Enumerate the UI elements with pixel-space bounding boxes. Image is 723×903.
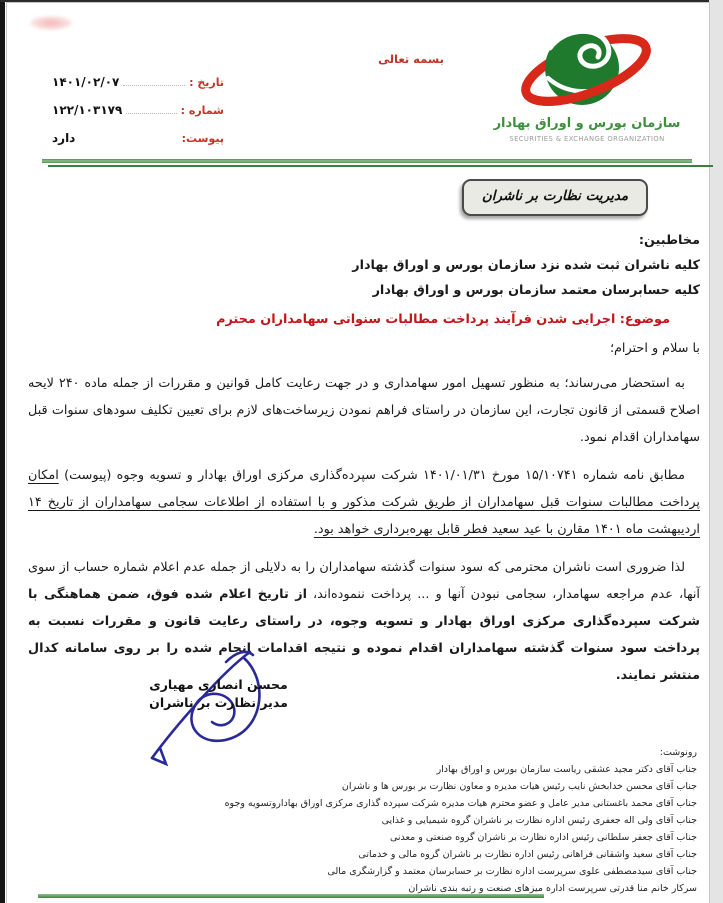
ink-smudge <box>30 16 72 30</box>
signatory-title: مدیر نظارت بر ناشران <box>149 695 288 710</box>
header-rule-thick <box>42 159 692 163</box>
letter-body <box>28 228 700 689</box>
cc-item: جناب آقای محمد باغستانی مدیر عامل و عضو محترم هیات مدیره شرکت سپرده گذاری مرکزی اوراق بهاداروتسویه وجوه <box>224 798 697 809</box>
attachment-row <box>52 127 224 145</box>
attachment-value: دارد <box>52 131 76 145</box>
date-row <box>52 71 224 89</box>
paragraph-2-underlined: امکان پرداخت مطالبات سنوات قبل سهامداران از طریق شرکت مذکور و با استفاده از اطلاعات سجامی سهامداران از تاریخ ۱۴ اردیبهشت ماه ۱۴۰۱ مقارن با عید سعید فطر قابل بهره‌برداری خواهد بود. <box>28 468 700 537</box>
dotted-leader <box>126 112 176 114</box>
dotted-leader <box>123 84 185 86</box>
cc-item: جناب آقای سیدمصطفی علوی سرپرست اداره نظارت بر حسابرسان معتمد و گزارشگری مالی <box>327 866 697 877</box>
salutation: با سلام و احترام؛ <box>609 341 700 356</box>
cc-item: سرکار خانم منا قدرتی سرپرست اداره میزهای صنعت و رتبه بندی ناشران <box>408 883 697 894</box>
signatory-name: محسن انصاری مهیاری <box>149 677 288 692</box>
recipients-block <box>28 228 700 303</box>
scan-left-edge <box>0 0 5 903</box>
subject-line: موضوع: اجرایی شدن فرآیند پرداخت مطالبات سنواتی سهامداران محترم <box>216 312 670 327</box>
number-value: ۱۲۲/۱۰۳۱۷۹ <box>52 103 123 117</box>
cc-label: رونوشت: <box>659 747 697 758</box>
department-stamp: مدیریت نظارت بر ناشران <box>462 179 648 216</box>
cc-item: جناب آقای دکتر مجید عشقی ریاست سازمان بورس و اوراق بهادار <box>436 764 697 775</box>
scan-right-edge <box>709 0 723 903</box>
footer-rule <box>38 894 544 898</box>
header-rule-thin <box>48 165 713 167</box>
cc-item: جناب آقای سعید واشقانی فراهانی رئیس اداره نظارت بر ناشران گروه مالی و خدماتی <box>358 849 697 860</box>
org-name-english: SECURITIES & EXCHANGE ORGANIZATION <box>509 135 665 143</box>
number-label: شماره : <box>180 104 224 117</box>
paragraph-3 <box>28 554 700 689</box>
recipient-line: کلیه حسابرسان معتمد سازمان بورس و اوراق بهادار <box>372 283 700 298</box>
date-label: تاریخ : <box>189 76 224 89</box>
signature-block <box>146 676 291 712</box>
paragraph-3-bold: از تاریخ اعلام شده فوق، ضمن هماهنگی با شرکت سپرده‌گذاری مرکزی اوراق بهادار و تسویه وجوه، در راستای رعایت قانون و مقررات نسبت به پرداخت سود سنوات گذشته سهامداران اقدام نموده و نتیجه اقدامات انجام شده را بر روی سامانه کدال منتشر نمایند. <box>28 587 700 683</box>
bismillah-text: بسمه تعالی <box>378 52 444 66</box>
cc-list <box>97 744 697 897</box>
cc-item: جناب آقای جعفر سلطانی رئیس اداره نظارت بر ناشران گروه صنعتی و معدنی <box>389 832 697 843</box>
seo-globe-logo-icon <box>498 14 676 120</box>
paragraph-2 <box>28 462 700 543</box>
org-name-farsi: سازمان بورس و اوراق بهادار <box>493 116 681 131</box>
paragraph-1-text: به استحضار می‌رساند؛ به منظور تسهیل امور سهامداری و در جهت رعایت کامل قوانین و مقررات از جمله ماده ۲۴۰ لایحه اصلاح قسمتی از قانون تجارت، این سازمان در راستای فراهم نمودن زیرساخت‌های لازم برای تعیین تکلیف سودهای سنوات قبل سهامداران اقدام نمود. <box>28 376 700 445</box>
cc-item: جناب آقای ولی اله جعفری رئیس اداره نظارت بر ناشران گروه شیمیایی و غذایی <box>381 815 697 826</box>
paragraph-3-lead: لذا ضروری است ناشران محترمی که سود سنوات گذشته سهامداران را به دلایلی از جمله عدم اعلام شماره حساب از سوی آنها، عدم مراجعه سهامدار، سجامی نبودن آنها و ... پرداخت ننموده‌اند، <box>28 560 700 602</box>
paragraph-1 <box>28 370 700 451</box>
scan-top-edge <box>0 0 723 2</box>
cc-item: جناب آقای محسن خدابخش نایب رئیس هیات مدیره و معاون نظارت بر بورس ها و ناشران <box>341 781 697 792</box>
paragraph-2-lead: مطابق نامه شماره ۱۵/۱۰۷۴۱ مورخ ۱۴۰۱/۰۱/۳۱ شرکت سپرده‌گذاری مرکزی اوراق بهادار و تسویه وجوه (پیوست) <box>58 468 685 483</box>
attachment-label: پیوست: <box>181 132 224 145</box>
recipient-line: کلیه ناشران ثبت شده نزد سازمان بورس و اوراق بهادار <box>352 258 700 273</box>
date-value: ۱۴۰۱/۰۲/۰۷ <box>52 75 120 89</box>
recipients-label: مخاطبین: <box>638 233 700 248</box>
number-row <box>52 99 224 117</box>
